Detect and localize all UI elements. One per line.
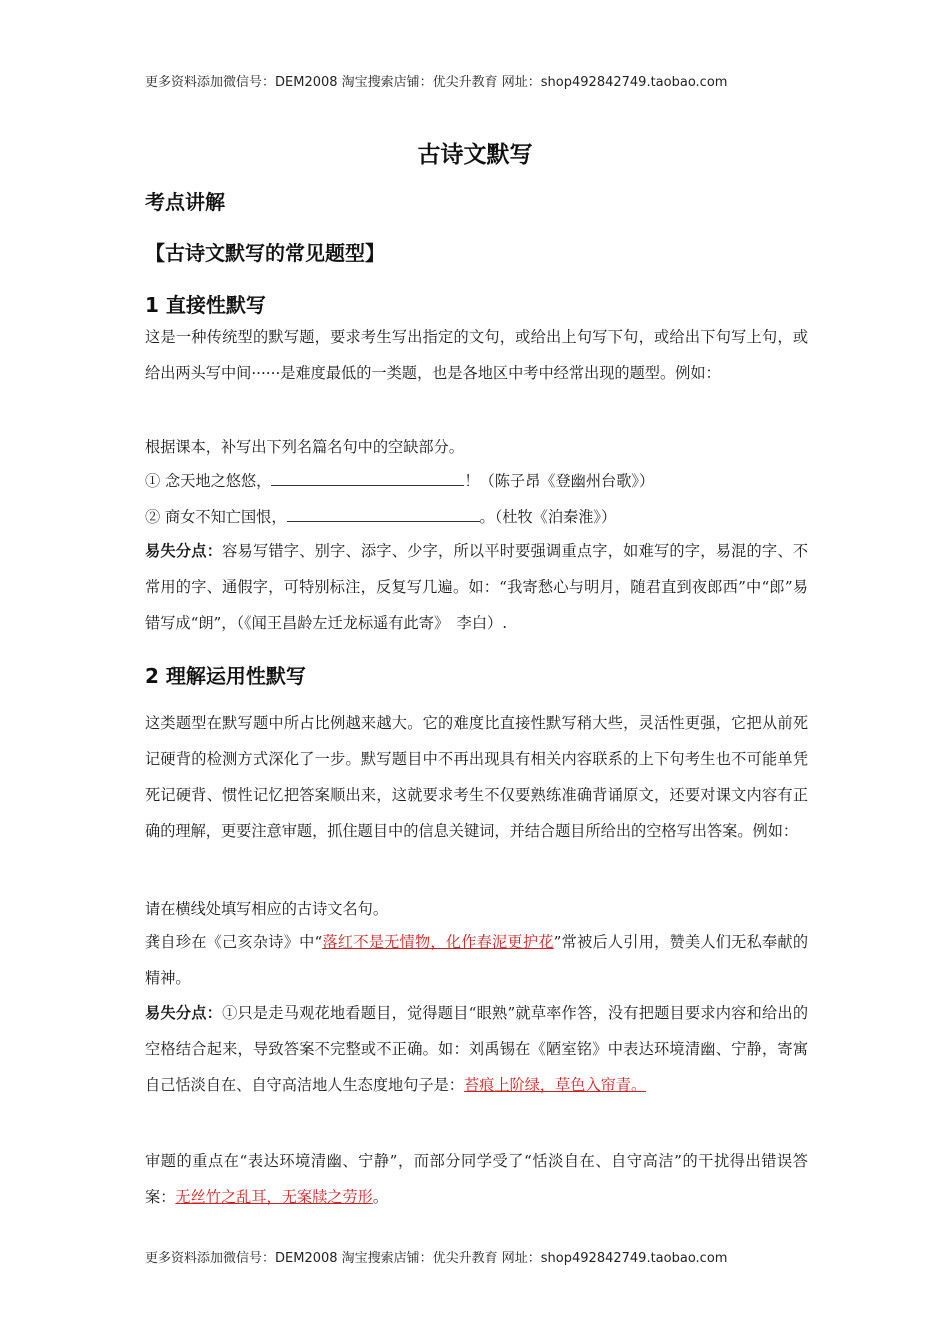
part2-intro: 这类题型在默写题中所占比例越来越大。它的难度比直接性默写稍大些，灵活性更强，它把从前死记硬背的检测方式深化了一步。默写题目中不再出现具有相关内容联系的上下句考生也不可能单凭死记硬背、惯性记忆把答案顺出来，这就要求考生不仅要熟练准确背诵原文，还要对课文内容有正确的理解，更要注意审题，抓住题目中的信息关键词，并结合题目所给出的空格写出答案。例如： xyxy=(145,714,808,840)
part2-pitfall-label: 易失分点： xyxy=(145,1004,223,1022)
review-text: 审题的重点在“表达环境清幽、宁静”，而部分同学受了“恬淡自在、自守高洁”的干扰得出错误答案： xyxy=(145,1152,808,1206)
wrong-answer: 无丝竹之乱耳，无案牍之劳形 xyxy=(175,1188,373,1206)
page-header: 更多资料添加微信号：DEM2008 淘宝搜索店铺：优尖升教育 网址：shop492842749.taobao.com xyxy=(145,75,728,90)
part2-review xyxy=(145,1143,808,1215)
q2-answer-blank xyxy=(287,520,480,522)
q2-suffix: 。（杜牧《泊秦淮》） xyxy=(479,508,617,526)
part1-question-1 xyxy=(145,470,654,491)
part1-instruction: 根据课本，补写出下列名篇名句中的空缺部分。 xyxy=(145,438,464,456)
section-heading: 考点讲解 xyxy=(145,190,225,214)
part1-intro: 这是一种传统型的默写题，要求考生写出指定的文句，或给出上句写下句，或给出下句写上句，或给出两头写中间······是难度最低的一类题，也是各地区中考中经常出现的题型。例如： xyxy=(145,328,808,382)
part2-pitfall xyxy=(145,995,808,1103)
part2-example xyxy=(145,924,808,996)
page-footer: 更多资料添加微信号：DEM2008 淘宝搜索店铺：优尖升教育 网址：shop492842749.taobao.com xyxy=(145,1251,728,1266)
wrong-end: 。 xyxy=(372,1188,388,1206)
pitfall-answer: 苔痕上阶绿，草色入帘青。 xyxy=(463,1076,647,1094)
page-title: 古诗文默写 xyxy=(417,142,533,168)
part1-heading: 1 直接性默写 xyxy=(145,293,266,317)
part2-instruction: 请在横线处填写相应的古诗文名句。 xyxy=(145,900,388,918)
part2-pitfall-text: ①只是走马观花地看题目，觉得题目“眼熟”就草率作答，没有把题目要求内容和给出的空格结合起来，导致答案不完整或不正确。如：刘禹锡在《陋室铭》中表达环境清幽、宁静，寄寓自己恬淡自在、自守高洁地人生态度地句子是： xyxy=(145,1004,809,1094)
q1-suffix: ！（陈子昂《登幽州台歌》） xyxy=(464,472,655,490)
part1-pitfall-text: 容易写错字、别字、添字、少字，所以平时要强调重点字，如难写的字，易混的字、不常用的字、通假字，可特别标注，反复写几遍。如：“我寄愁心与明月，随君直到夜郎西”中“郎”易错写成“朗”，（《闻王昌龄左迁龙标遥有此寄》 李白）. xyxy=(145,542,809,632)
q2-prefix: ② 商女不知亡国恨， xyxy=(145,508,287,526)
q1-prefix: ① 念天地之悠悠， xyxy=(145,472,272,490)
part1-pitfall-label: 易失分点： xyxy=(145,542,223,560)
example-prefix: 龚自珍在《己亥杂诗》中“ xyxy=(145,933,323,951)
sub-heading: 【古诗文默写的常见题型】 xyxy=(145,241,385,265)
example-answer: 落红不是无情物，化作春泥更护花 xyxy=(322,933,554,951)
part1-pitfall xyxy=(145,533,808,641)
part2-heading: 2 理解运用性默写 xyxy=(145,664,306,688)
part1-question-2 xyxy=(145,506,616,527)
q1-answer-blank xyxy=(271,484,464,486)
example-suffix: ”常被后人引用，赞美人们无私奉献的精神。 xyxy=(145,933,809,987)
